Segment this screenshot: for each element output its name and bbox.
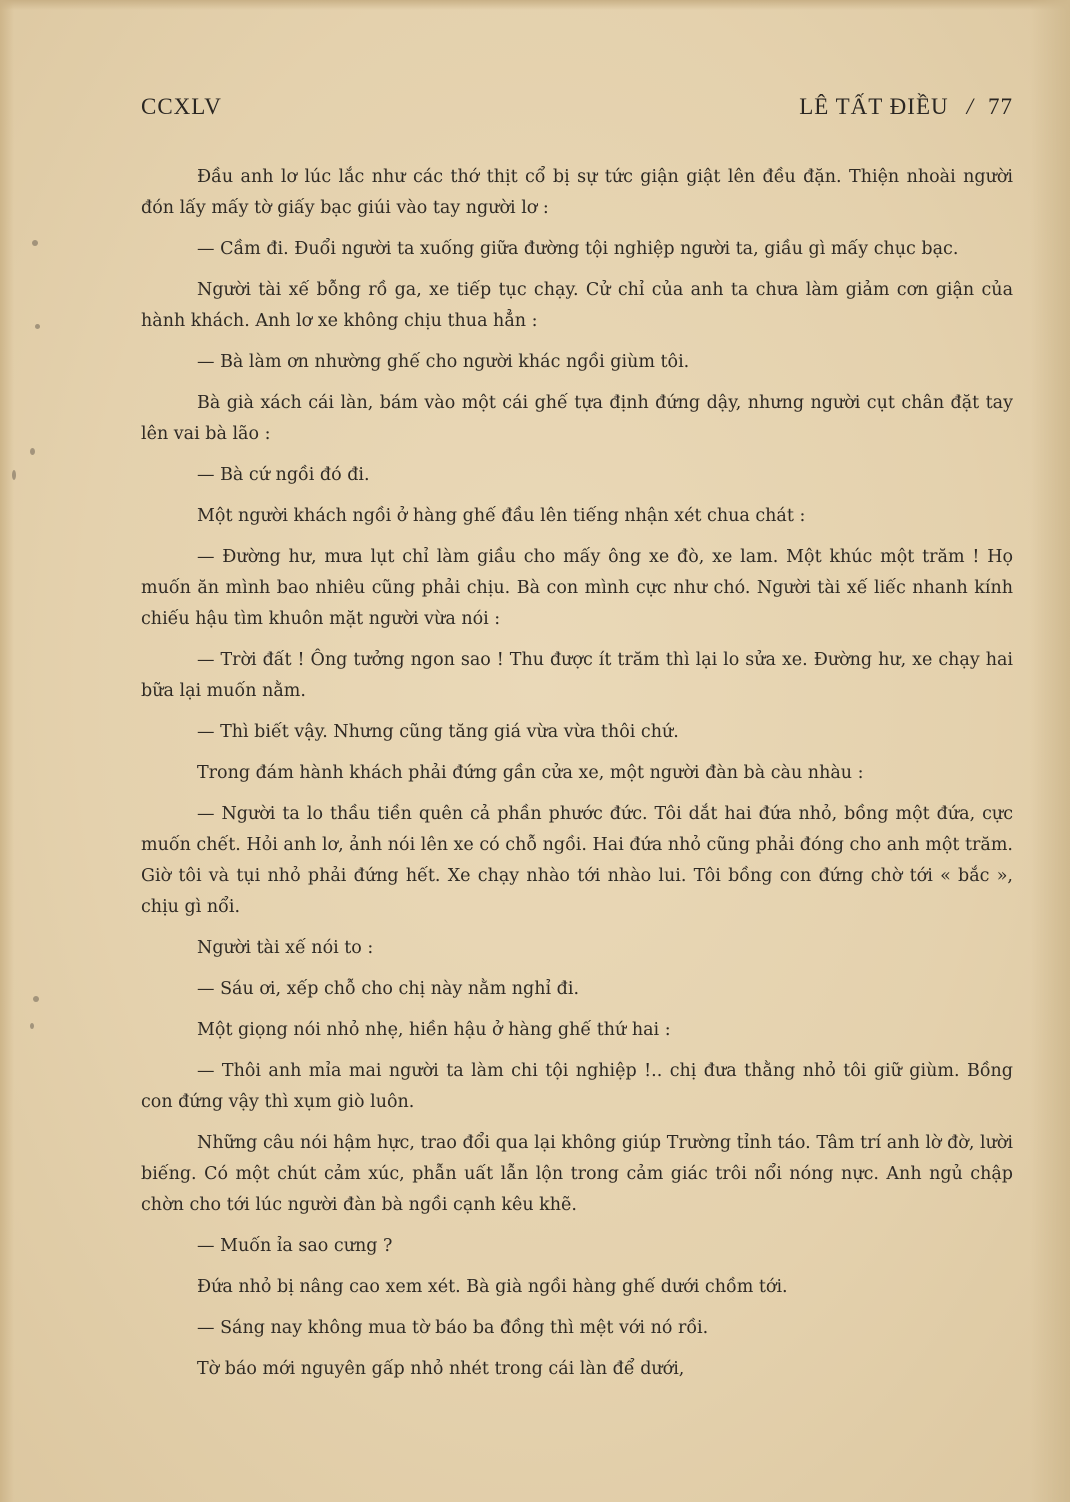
paragraph: — Thì biết vậy. Nhưng cũng tăng giá vừa vừa thôi chứ. (197, 722, 679, 742)
paragraph: — Bà làm ơn nhường ghế cho người khác ngồi giùm tôi. (197, 352, 690, 372)
author-name: LÊ TẤT ĐIỀU (799, 94, 949, 119)
paragraph: Những câu nói hậm hực, trao đổi qua lại không giúp Trường tỉnh táo. Tâm trí anh lờ đờ, lười biếng. Có một chút cảm xúc, phẫn uất lẫn lộn trong cảm giác trôi nổi nóng nực. Anh ngủ chập chờn cho tới lúc người đàn bà ngồi cạnh kêu khẽ. (141, 1133, 1013, 1215)
paragraph: — Sáng nay không mua tờ báo ba đồng thì mệt với nó rồi. (197, 1318, 709, 1338)
paragraph: — Bà cứ ngồi đó đi. (197, 465, 370, 485)
page-edge-shadow-top (0, 0, 1070, 10)
paragraph: — Cầm đi. Đuổi người ta xuống giữa đường tội nghiệp người ta, giầu gì mấy chục bạc. (197, 239, 959, 259)
paragraph: — Muốn ỉa sao cưng ? (197, 1236, 393, 1256)
paragraph: Bà già xách cái làn, bám vào một cái ghế tựa định đứng dậy, nhưng người cụt chân đặt tay lên vai bà lão : (141, 393, 1013, 444)
page-edge-shadow (0, 0, 14, 1502)
paragraph: Người tài xế nói to : (197, 938, 374, 958)
paragraph: Một giọng nói nhỏ nhẹ, hiền hậu ở hàng ghế thứ hai : (197, 1020, 671, 1040)
body-text (141, 162, 1013, 1395)
paragraph: — Đường hư, mưa lụt chỉ làm giầu cho mấy ông xe đò, xe lam. Một khúc một trăm ! Họ muốn ăn mình bao nhiêu cũng phải chịu. Bà con mình cực như chó. Người tài xế liếc nhanh kính chiếu hậu tìm khuôn mặt người vừa nói : (141, 547, 1013, 629)
running-header (141, 90, 1013, 124)
header-right (799, 94, 1013, 120)
paragraph: Trong đám hành khách phải đứng gần cửa xe, một người đàn bà càu nhàu : (197, 763, 864, 783)
paragraph: Đứa nhỏ bị nâng cao xem xét. Bà già ngồi hàng ghế dưới chồm tới. (197, 1277, 788, 1297)
chapter-number: CCXLV (141, 94, 222, 119)
paragraph: Đầu anh lơ lúc lắc như các thớ thịt cổ bị sự tức giận giật lên đều đặn. Thiện nhoài người đón lấy mấy tờ giấy bạc giúi vào tay người lơ : (141, 167, 1013, 218)
paragraph: — Trời đất ! Ông tưởng ngon sao ! Thu được ít trăm thì lại lo sửa xe. Đường hư, xe chạy hai bữa lại muốn nằm. (141, 650, 1013, 701)
paragraph: — Thôi anh mỉa mai người ta làm chi tội nghiệp !.. chị đưa thằng nhỏ tôi giữ giùm. Bồng con đứng vậy thì xụm giò luôn. (141, 1061, 1013, 1112)
paragraph: — Người ta lo thầu tiền quên cả phần phước đức. Tôi dắt hai đứa nhỏ, bồng một đứa, cực muốn chết. Hỏi anh lơ, ảnh nói lên xe có chỗ ngồi. Hai đứa nhỏ cũng phải đóng cho anh một trăm. Giờ tôi và tụi nhỏ phải đứng hết. Xe chạy nhào tới nhào lui. Tôi bồng con đứng chờ tới « bắc », chịu gì nổi. (141, 804, 1013, 917)
page-number: 77 (988, 94, 1013, 119)
paragraph: Người tài xế bỗng rồ ga, xe tiếp tục chạy. Cử chỉ của anh ta chưa làm giảm cơn giận của hành khách. Anh lơ xe không chịu thua hẳn : (141, 280, 1013, 331)
paragraph: — Sáu ơi, xếp chỗ cho chị này nằm nghỉ đi. (197, 979, 580, 999)
paragraph: Một người khách ngồi ở hàng ghế đầu lên tiếng nhận xét chua chát : (197, 506, 806, 526)
header-separator: / (966, 94, 974, 119)
page-edge-shadow-right (1030, 0, 1070, 1502)
paragraph: Tờ báo mới nguyên gấp nhỏ nhét trong cái làn để dưới, (197, 1359, 685, 1379)
